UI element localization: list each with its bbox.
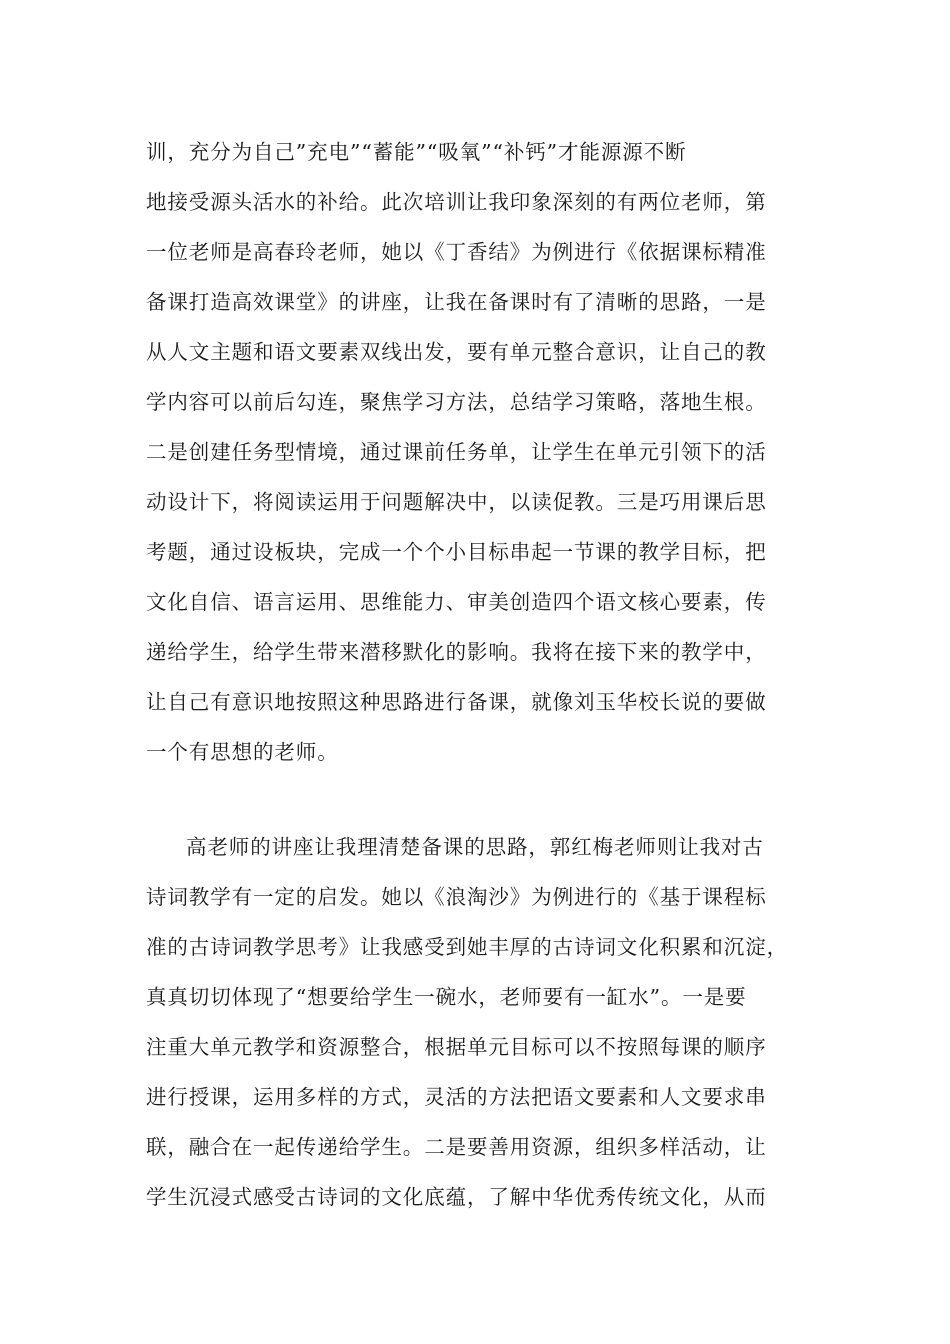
paragraph-1-line-13: 一个有思想的老师。 [146, 740, 339, 764]
paragraph-1-line-7: 二是创建任务型情境，通过课前任务单，让学生在单元引领下的活 [146, 440, 767, 464]
paragraph-2-line-3: 准的古诗词教学思考》让我感受到她丰厚的古诗词文化积累和沉淀， [146, 935, 788, 959]
paragraph-1-line-3: 一位老师是高春玲老师，她以《丁香结》为例进行《依据课标精准 [146, 240, 767, 264]
paragraph-1-line-10: 文化自信、语言运用、思维能力、审美创造四个语文核心要素，传 [146, 590, 767, 614]
paragraph-2-line-6: 进行授课，运用多样的方式，灵活的方法把语文要素和人文要求串 [146, 1085, 767, 1109]
paragraph-2-line-7: 联，融合在一起传递给学生。二是要善用资源，组织多样活动，让 [146, 1135, 767, 1159]
paragraph-2-line-8: 学生沉浸式感受古诗词的文化底蕴，了解中华优秀传统文化，从而 [146, 1185, 767, 1209]
paragraph-1-line-2: 地接受源头活水的补给。此次培训让我印象深刻的有两位老师，第 [146, 190, 767, 214]
paragraph-1-line-1: 训，充分为自己”充电”“蓄能”“吸氧”“补钙”才能源源不断 [146, 140, 687, 164]
paragraph-1-line-4: 备课打造高效课堂》的讲座，让我在备课时有了清晰的思路，一是 [146, 290, 767, 314]
paragraph-1-line-5: 从人文主题和语文要素双线出发，要有单元整合意识，让自己的教 [146, 340, 767, 364]
paragraph-2-line-4: 真真切切体现了“想要给学生一碗水，老师要有一缸水”。一是要 [146, 985, 747, 1009]
paragraph-1-line-12: 让自己有意识地按照这种思路进行备课，就像刘玉华校长说的要做 [146, 690, 767, 714]
paragraph-1-line-8: 动设计下，将阅读运用于问题解决中，以读促教。三是巧用课后思 [146, 490, 767, 514]
paragraph-2-line-1: 高老师的讲座让我理清楚备课的思路，郭红梅老师则让我对古 [186, 835, 764, 859]
paragraph-1-line-9: 考题，通过设板块，完成一个个小目标串起一节课的教学目标，把 [146, 540, 767, 564]
paragraph-2-line-5: 注重大单元教学和资源整合，根据单元目标可以不按照每课的顺序 [146, 1035, 767, 1059]
paragraph-2-line-2: 诗词教学有一定的启发。她以《浪淘沙》为例进行的《基于课程标 [146, 885, 767, 909]
paragraph-1-line-6: 学内容可以前后勾连，聚焦学习方法，总结学习策略，落地生根。 [146, 390, 767, 414]
paragraph-1-line-11: 递给学生，给学生带来潜移默化的影响。我将在接下来的教学中， [146, 640, 767, 664]
